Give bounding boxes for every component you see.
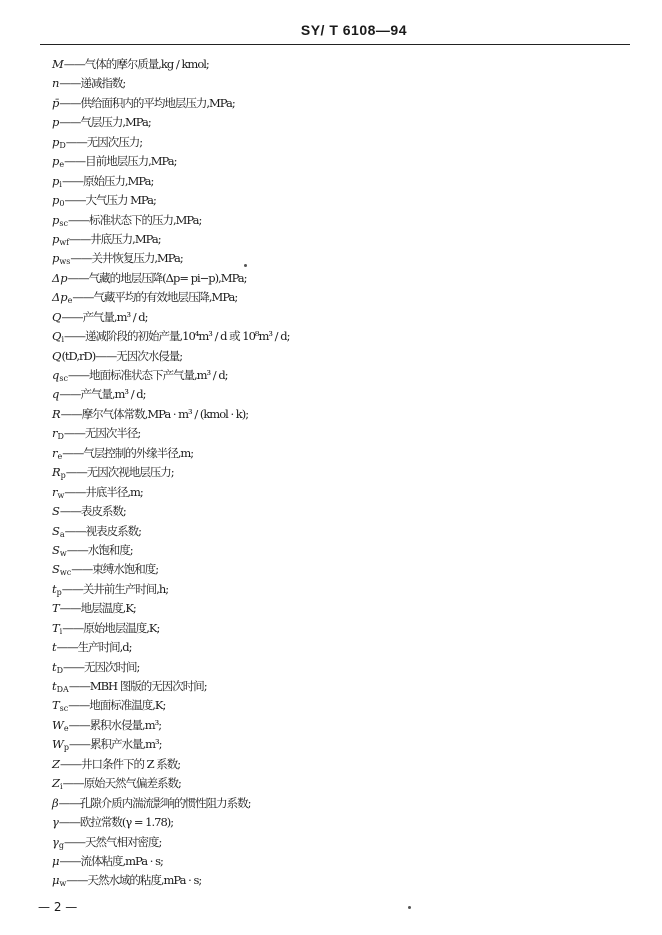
definition-row <box>52 833 612 852</box>
definition-text: ——地面标准状态下产气量,m³ / d; <box>67 368 228 382</box>
definition-text: ——井口条件下的 Z 系数; <box>60 756 181 771</box>
symbol-definition-list <box>52 55 612 891</box>
definition-row <box>52 288 612 307</box>
definition-text: ——孔隙介质内湍流影响的惯性阻力系数; <box>58 795 251 810</box>
symbol: T <box>52 620 60 635</box>
definition-text: ——水饱和度; <box>66 542 133 557</box>
symbol-subscript: sc <box>59 218 68 228</box>
symbol: Q <box>52 329 62 344</box>
definition-row <box>52 444 612 463</box>
symbol: q <box>52 368 60 382</box>
definition-row <box>52 677 612 696</box>
symbol-subscript: g <box>58 840 64 850</box>
symbol: t <box>52 581 57 596</box>
definition-text: ——地面标准温度,K; <box>68 698 166 713</box>
definition-row <box>52 755 612 774</box>
symbol-subscript: D <box>59 140 66 150</box>
symbol: r <box>52 445 58 460</box>
symbol-subscript: sc <box>59 704 69 714</box>
symbol-subscript: w <box>57 490 65 500</box>
symbol-subscript: sc <box>59 374 68 383</box>
definition-text: ——关井前生产时间,h; <box>61 581 169 596</box>
symbol: Δp <box>52 270 68 285</box>
symbol: M <box>52 57 64 71</box>
definition-row <box>52 483 612 502</box>
symbol-subscript: e <box>63 723 69 733</box>
definition-text: (tD,rD)——无因次水侵量; <box>61 348 183 363</box>
definition-text: ——欧拉常数(γ = 1.78); <box>58 815 174 830</box>
symbol: t <box>52 640 57 655</box>
definition-row <box>52 55 612 74</box>
symbol-subscript: p <box>60 471 66 481</box>
symbol-subscript: i <box>59 626 63 636</box>
standard-code: SY/ T 6108—94 <box>300 22 407 38</box>
definition-text: ——气层压力,MPa; <box>59 115 151 130</box>
definition-text: ——井底半径,m; <box>64 484 143 499</box>
definition-text: ——递减阶段的初始产量,10⁴m³ / d 或 10⁸m³ / d; <box>64 329 290 344</box>
symbol-subscript: 0 <box>59 199 65 209</box>
definition-text: ——无因次半径; <box>63 426 141 441</box>
symbol: T <box>52 698 60 713</box>
definition-text: ——原始压力,MPa; <box>61 173 154 188</box>
definition-text: ——大气压力 MPa; <box>64 193 156 208</box>
definition-row <box>52 172 612 191</box>
symbol-subscript: i <box>61 335 64 345</box>
definition-row <box>52 522 612 541</box>
definition-text: ——气藏的地层压降(Δp= pi−p),MPa; <box>67 270 247 285</box>
definition-row <box>52 191 612 210</box>
symbol: Q <box>52 309 62 324</box>
definition-text: ——标准状态下的压力,MPa; <box>67 212 202 227</box>
symbol: S <box>52 542 60 557</box>
symbol: t <box>52 679 57 693</box>
symbol-subscript: p <box>56 587 62 597</box>
page-number: — 2 — <box>38 900 78 914</box>
symbol: n <box>52 76 60 91</box>
definition-row <box>52 871 612 890</box>
definition-row <box>52 658 612 677</box>
symbol: W <box>52 717 64 732</box>
definition-row <box>52 619 612 638</box>
symbol: Z <box>52 756 60 771</box>
scan-speck <box>408 906 411 909</box>
symbol-subscript: i <box>59 179 62 189</box>
definition-text: ——天然气相对密度; <box>64 834 162 849</box>
definition-row <box>52 133 612 152</box>
header-rule <box>40 44 630 45</box>
symbol-subscript: p <box>63 743 69 753</box>
definition-text: ——无因次压力; <box>65 134 143 149</box>
symbol: p <box>52 193 60 208</box>
symbol-subscript: wf <box>59 237 70 247</box>
definition-row <box>52 580 612 599</box>
symbol-subscript: wc <box>59 568 72 578</box>
definition-row <box>52 230 612 249</box>
symbol: p <box>52 231 60 246</box>
definition-row <box>52 424 612 443</box>
definition-row <box>52 560 612 579</box>
symbol: μ <box>52 853 60 868</box>
definition-row <box>52 541 612 560</box>
definition-row <box>52 327 612 346</box>
definition-row <box>52 502 612 521</box>
symbol: p <box>52 115 60 130</box>
symbol: S <box>52 523 60 538</box>
definition-row <box>52 269 612 288</box>
definition-text: ——束缚水饱和度; <box>71 562 159 577</box>
symbol-subscript: e <box>59 160 65 170</box>
symbol-subscript: e <box>67 296 73 306</box>
definition-row <box>52 385 612 404</box>
definition-text: ——表皮系数; <box>59 504 126 519</box>
definition-row <box>52 113 612 132</box>
definition-text: ——气藏平均的有效地层压降,MPa; <box>72 290 238 305</box>
definition-row <box>52 774 612 793</box>
definition-row <box>52 249 612 268</box>
definition-row <box>52 735 612 754</box>
symbol: Z <box>52 776 60 791</box>
definition-row <box>52 366 612 385</box>
symbol-subscript: DA <box>56 685 69 694</box>
symbol: Q <box>52 348 62 363</box>
symbol: S <box>52 562 60 577</box>
definition-text: ——目前地层压力,MPa; <box>64 154 177 169</box>
definition-text: ——无因次时间; <box>63 659 140 674</box>
symbol: R <box>52 465 61 480</box>
definition-row <box>52 716 612 735</box>
symbol: p <box>52 154 60 169</box>
symbol: p <box>52 173 60 188</box>
definition-text: ——无因次视地层压力; <box>65 465 174 480</box>
definition-text: ——原始地层温度,K; <box>62 620 160 635</box>
definition-row <box>52 347 612 366</box>
symbol-subscript: a <box>59 529 65 539</box>
symbol: r <box>52 484 58 499</box>
symbol: T <box>52 601 60 616</box>
definition-text: ——流体粘度,mPa · s; <box>59 853 163 868</box>
definition-text: ——MBH 图版的无因次时间; <box>68 679 207 693</box>
definition-text: ——地层温度,K; <box>59 601 136 616</box>
definition-row <box>52 74 612 93</box>
definition-text: ——原始天然气偏差系数; <box>62 776 181 791</box>
symbol-subscript: e <box>57 451 63 461</box>
symbol: p̄ <box>52 95 60 110</box>
definition-text: ——视表皮系数; <box>64 523 142 538</box>
definition-text: ——气层控制的外缘半径,m; <box>62 445 194 460</box>
definition-row <box>52 308 612 327</box>
symbol-subscript: i <box>60 782 63 792</box>
definition-text: ——摩尔气体常数,MPa · m³ / (kmol · k); <box>60 406 249 421</box>
definition-row <box>52 813 612 832</box>
symbol: Δp <box>52 290 68 305</box>
definition-row <box>52 463 612 482</box>
symbol-subscript: D <box>56 665 64 675</box>
symbol: p <box>52 212 60 227</box>
definition-row <box>52 638 612 657</box>
symbol: r <box>52 426 58 441</box>
definition-text: ——产气量,m³ / d; <box>61 309 148 324</box>
definition-text: ——天然水域的粘度,mPa · s; <box>66 873 202 888</box>
definition-text: ——关井恢复压力,MPa; <box>70 251 183 266</box>
symbol-subscript: ws <box>59 257 71 267</box>
definition-row <box>52 852 612 871</box>
definition-text: ——产气量,m³ / d; <box>59 387 146 402</box>
definition-row <box>52 211 612 230</box>
symbol: γ <box>52 815 59 830</box>
definition-text: ——供给面积内的平均地层压力,MPa; <box>59 95 235 110</box>
definition-text: ——递减指数; <box>59 76 126 91</box>
symbol: β <box>52 795 59 810</box>
definition-text: ——气体的摩尔质量,kg / kmol; <box>63 57 209 71</box>
symbol-subscript: w <box>59 879 67 889</box>
definition-row <box>52 696 612 715</box>
symbol-subscript: D <box>57 432 64 442</box>
definition-text: ——生产时间,d; <box>56 640 132 655</box>
definition-row <box>52 152 612 171</box>
symbol-subscript: w <box>59 548 67 558</box>
symbol: q <box>52 387 60 402</box>
symbol: S <box>52 504 60 519</box>
scan-speck <box>244 264 247 267</box>
definition-text: ——井底压力,MPa; <box>69 231 161 246</box>
definition-text: ——累积产水量,m³; <box>68 737 162 752</box>
symbol: p <box>52 251 60 266</box>
symbol: γ <box>52 834 59 849</box>
symbol: p <box>52 134 60 149</box>
definition-row <box>52 599 612 618</box>
symbol: W <box>52 737 64 752</box>
definition-text: ——累积水侵量,m³; <box>68 717 162 732</box>
definition-row <box>52 794 612 813</box>
symbol: R <box>52 406 61 421</box>
definition-row <box>52 94 612 113</box>
definition-row <box>52 405 612 424</box>
symbol: μ <box>52 873 60 888</box>
symbol: t <box>52 659 57 674</box>
